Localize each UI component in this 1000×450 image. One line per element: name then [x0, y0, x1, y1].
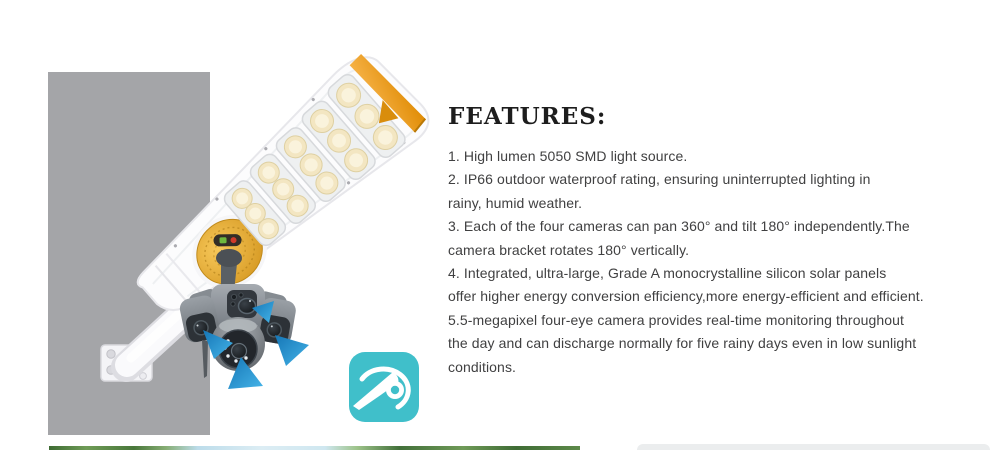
feature-line: rainy, humid weather.	[448, 194, 583, 211]
view-arrow-icon	[275, 335, 309, 366]
feature-line: 3. Each of the four cameras can pan 360° and tilt 180° independently.The	[448, 218, 910, 235]
led-modules	[213, 71, 408, 257]
view-angle-arrows	[203, 301, 309, 389]
next-section-photo-preview	[49, 446, 580, 450]
view-arrow-icon	[228, 357, 263, 389]
led-module	[299, 98, 378, 182]
feature-line: camera bracket rotates 180° vertically.	[448, 241, 690, 258]
feature-line: 2. IP66 outdoor waterproof rating, ensuring uninterrupted lighting in	[448, 171, 871, 188]
feature-line: the day and can discharge normally for five rainy days even in low sunlight	[448, 335, 917, 352]
camera-stem	[216, 249, 242, 292]
status-indicator	[213, 234, 241, 246]
orange-accent-strip	[337, 50, 427, 146]
right-camera	[255, 296, 297, 345]
feature-line: offer higher energy conversion efficiency,more energy-efficient and efficient.	[448, 288, 924, 305]
camera-bracket	[211, 284, 265, 326]
feature-line: 4. Integrated, ultra-large, Grade A monocrystalline silicon solar panels	[448, 265, 887, 282]
view-arrow-icon	[252, 301, 274, 323]
feature-line: 5.5-megapixel four-eye camera provides real-time monitoring throughout	[448, 311, 904, 328]
features-heading: FEATURES:	[448, 103, 607, 130]
led-module	[325, 71, 408, 160]
top-camera	[227, 290, 257, 318]
led-module	[247, 151, 318, 226]
features-panel	[448, 103, 960, 379]
next-section-card-preview	[637, 444, 990, 450]
dome-camera	[211, 317, 265, 371]
app-icon	[349, 352, 419, 422]
led-module	[273, 125, 348, 205]
led-module	[221, 178, 288, 249]
feature-line: conditions.	[448, 358, 517, 375]
ir-led-dots	[223, 339, 247, 362]
features-list	[448, 145, 960, 379]
eye-logo-icon	[353, 369, 408, 410]
wall-background	[48, 72, 210, 435]
feature-line: 1. High lumen 5050 SMD light source.	[448, 148, 688, 164]
